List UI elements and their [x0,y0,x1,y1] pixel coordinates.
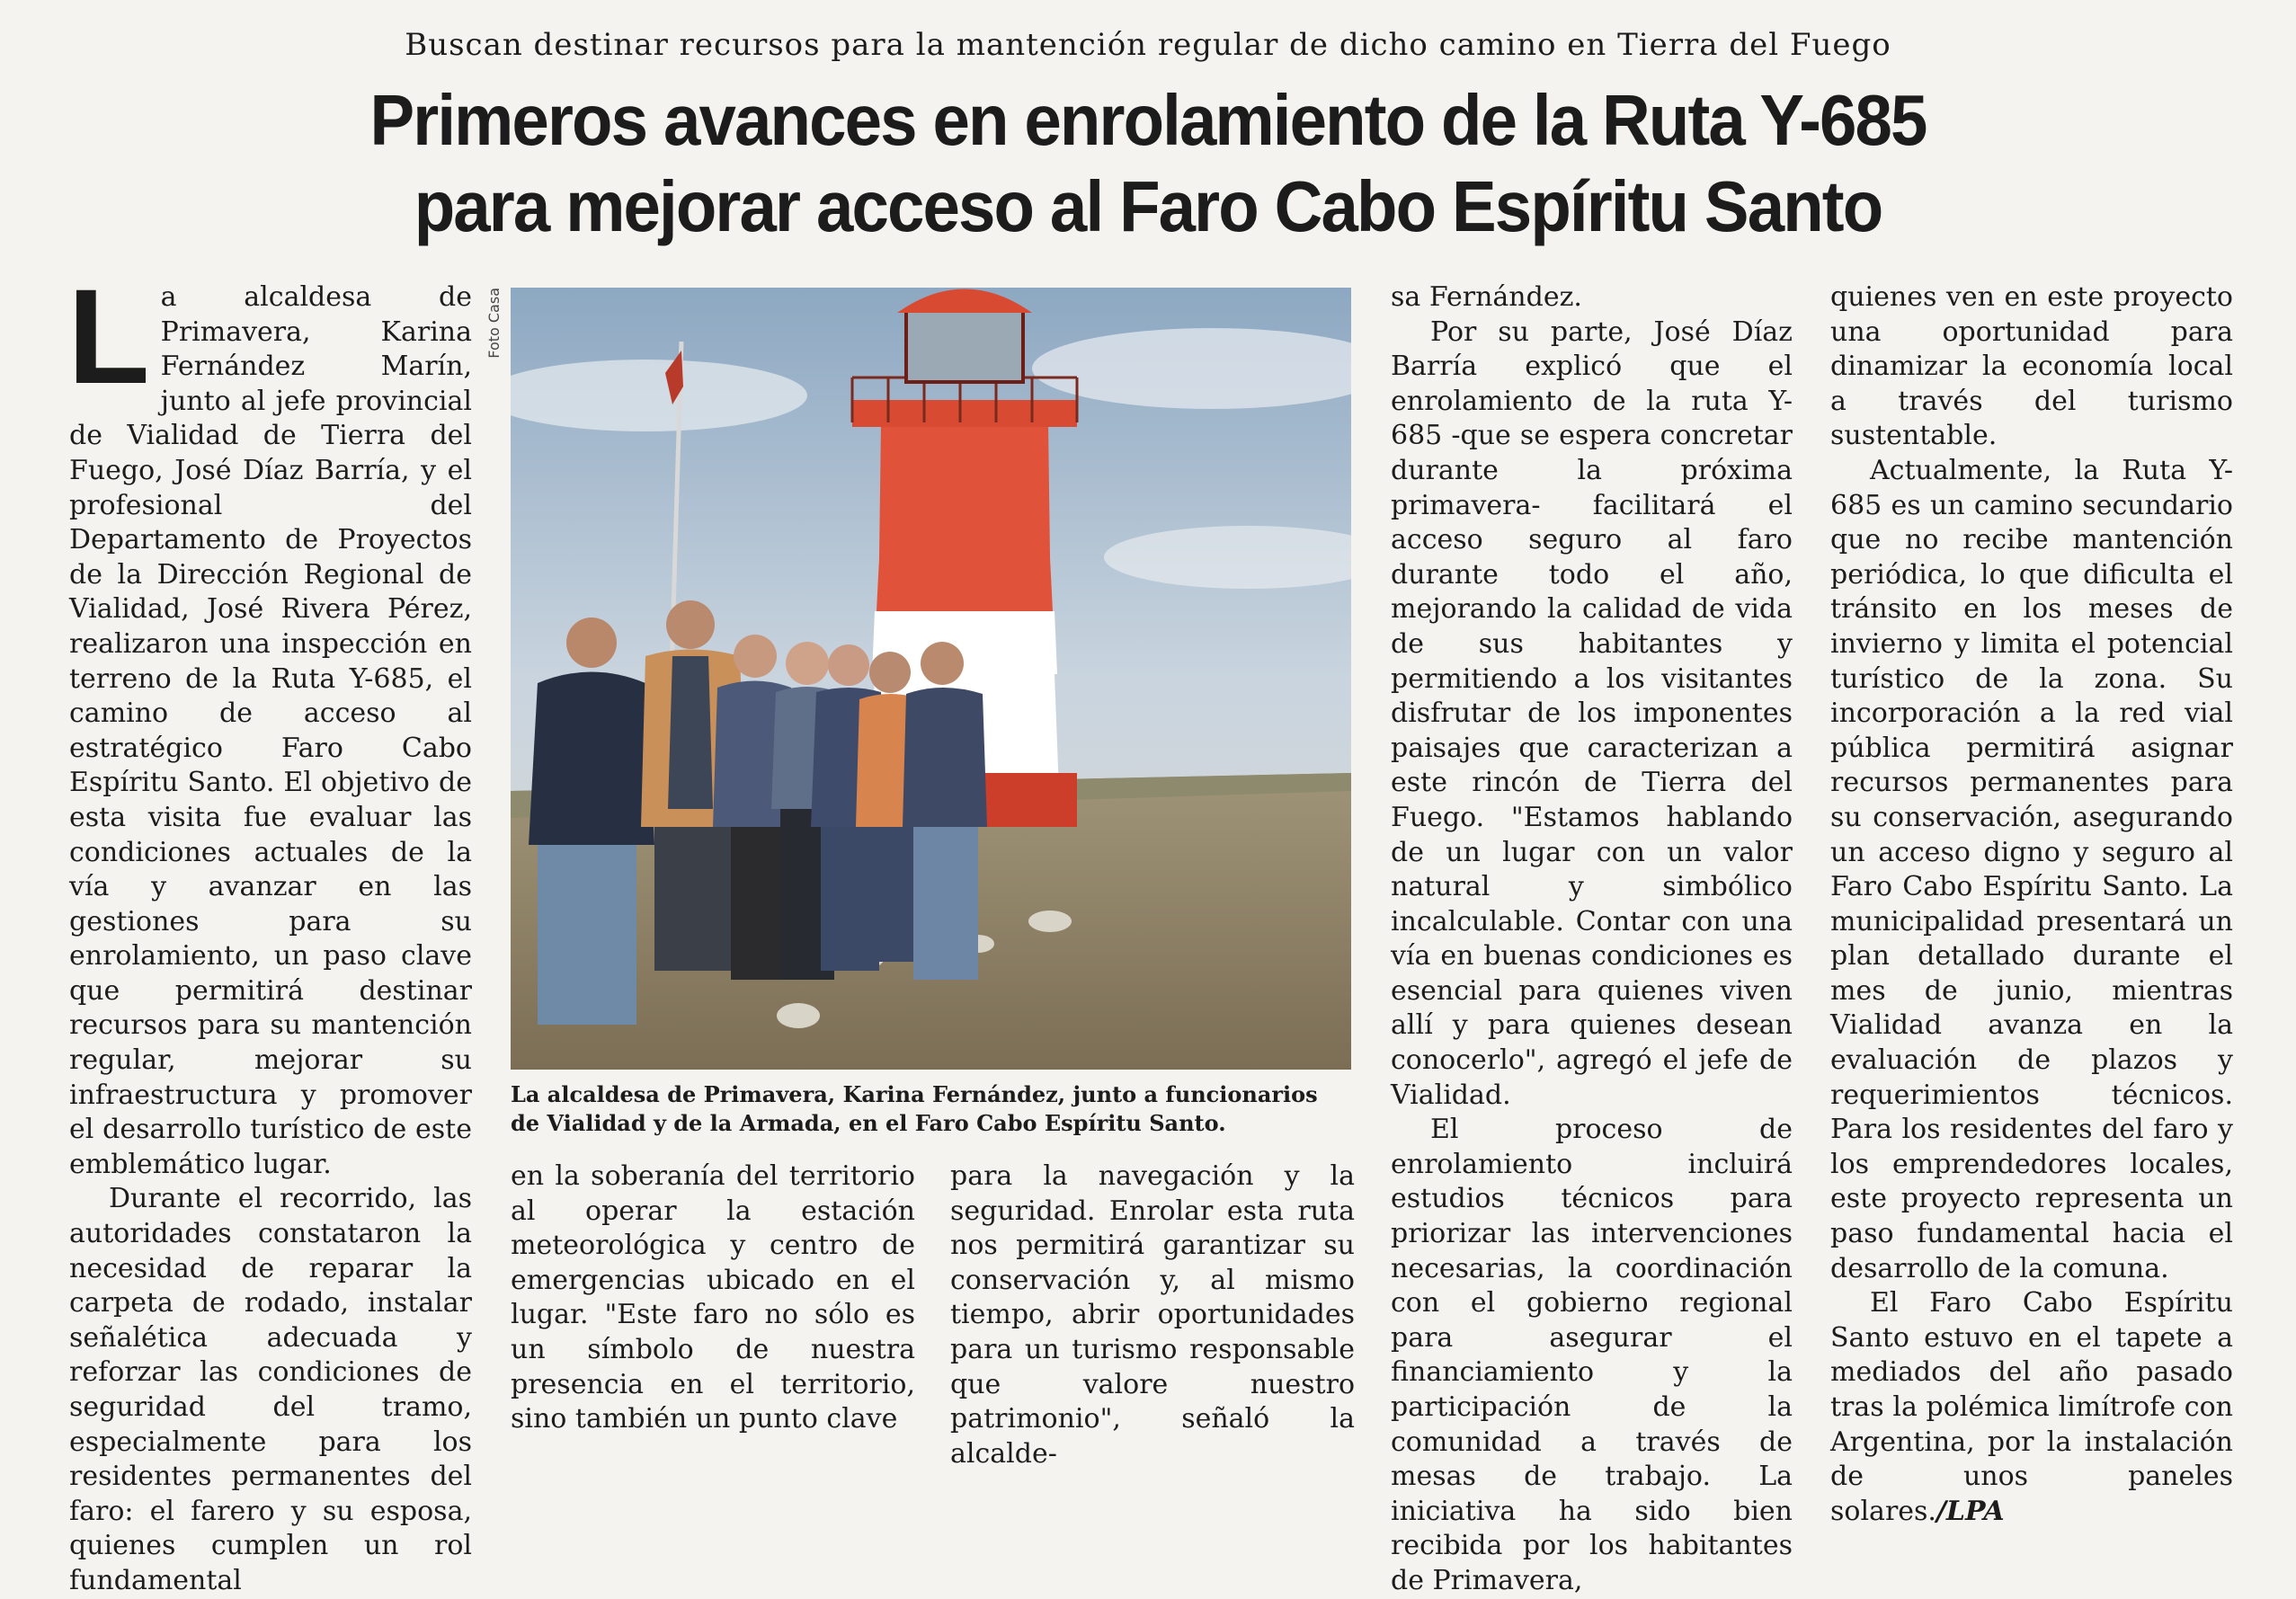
paragraph-text: a alcaldesa de Primavera, Karina Fernández Marín, junto al jefe provincial de Vialidad de Tierra del Fuego, José Díaz Barría, y el profesional del Departamento de Proyectos de la Dirección Regional de Vialidad, José Rivera Pérez, realizaron una inspección en terreno de la Ruta Y-685, el camino de acceso al estratégico Faro Cabo Espíritu Santo. El objetivo de esta visita fue evaluar las condiciones actuales de la vía y avanzar en las gestiones para su enrolamiento, un paso clave que permitirá destinar recursos para su mantención regular, mejorar su infraestructura y promover el desarrollo turístico de este emblemático lugar. [69,281,472,1180]
article-paragraph: Por su parte, José Díaz Barría explicó que el enrolamiento de la ruta Y-685 -que se espera concretar durante la próxima primavera- facilitará el acceso seguro al faro durante todo el año, mejorando la calidad de vida de sus habitantes y permitiendo a los visitantes disfrutar de los imponentes paisajes que caracterizan a este rincón de Tierra del Fuego. "Estamos hablando de un lugar con un valor natural y simbólico incalculable. Contar con una vía en buenas condiciones es esencial para quienes viven allí y para quienes desean conocerlo", agregó el jefe de Vialidad. [1391,315,1793,1111]
article-paragraph: en la soberanía del territorio al operar la estación meteorológica y centro de emergencias ubicado en el lugar. "Este faro no sólo es un símbolo de nuestra presencia en el territorio, sino también un punto clave [511,1160,915,1435]
article-column-4 [1391,280,1793,1599]
article-paragraph: quienes ven en este proyecto una oportunidad para dinamizar la economía local a través del turismo sustentable. [1830,281,2233,452]
drop-cap: L [67,261,150,412]
kicker: Buscan destinar recursos para la mantención regular de dicho camino en Tierra del Fuego [405,27,1891,63]
photo-caption: La alcaldesa de Primavera, Karina Fernández, junto a funcionarios de Vialidad y de la Armada, en el Faro Cabo Espíritu Santo. [511,1081,1318,1136]
headline-line-2: para mejorar acceso al Faro Cabo Espíritu Santo [414,166,1882,246]
article-paragraph: sa Fernández. [1391,281,1582,313]
author-signature: /LPA [1936,1495,2005,1527]
headline-line-1: Primeros avances en enrolamiento de la Ruta Y-685 [369,80,1927,160]
article-paragraph: El proceso de enrolamiento incluirá estudios técnicos para priorizar las intervenciones necesarias, la coordinación con el gobierno regional para asegurar el financiamiento y la participación de la comunidad a través de mesas de trabajo. La iniciativa ha sido bien recibida por los habitantes de Primavera, [1391,1114,1793,1596]
article-photo [511,288,1351,1070]
article-paragraph [1830,1286,2233,1529]
article-column-3 [950,1159,1355,1471]
article-column-1 [67,261,472,1599]
article-column-5 [1830,280,2233,1529]
article-paragraph: para la navegación y la seguridad. Enrolar esta ruta nos permitirá garantizar su conservación y, al mismo tiempo, abrir oportunidades para un turismo responsable que valore nuestro patrimonio", señaló la alcalde- [950,1160,1355,1470]
lighthouse-group-photo [511,288,1351,1070]
paragraph-text: El Faro Cabo Espíritu Santo estuvo en el tapete a mediados del año pasado tras la polémica limítrofe con Argentina, por la instalación de unos paneles solares. [1830,1287,2233,1527]
photo-credit: Foto Casa [485,288,503,359]
headline [80,77,2215,250]
article-paragraph [67,261,472,1182]
article-paragraph: Durante el recorrido, las autoridades constataron la necesidad de reparar la carpeta de rodado, instalar señalética adecuada y reforzar las condiciones de seguridad del tramo, especialmente para los residentes permanentes del faro: el farero y su esposa, quienes cumplen un rol fundamental [69,1183,472,1596]
article-paragraph: Actualmente, la Ruta Y-685 es un camino secundario que no recibe mantención periódica, lo que dificulta el tránsito en los meses de invierno y limita el potencial turístico de la zona. Su incorporación a la red vial pública permitirá asignar recursos permanentes para su conservación, asegurando un acceso digno y seguro al Faro Cabo Espíritu Santo. La municipalidad presentará un plan detallado durante el mes de junio, mientras Vialidad avanza en la evaluación de plazos y requerimientos técnicos. Para los residentes del faro y los emprendedores locales, este proyecto representa un paso fundamental hacia el desarrollo de la comuna. [1830,454,2233,1284]
article-column-2 [511,1159,915,1437]
